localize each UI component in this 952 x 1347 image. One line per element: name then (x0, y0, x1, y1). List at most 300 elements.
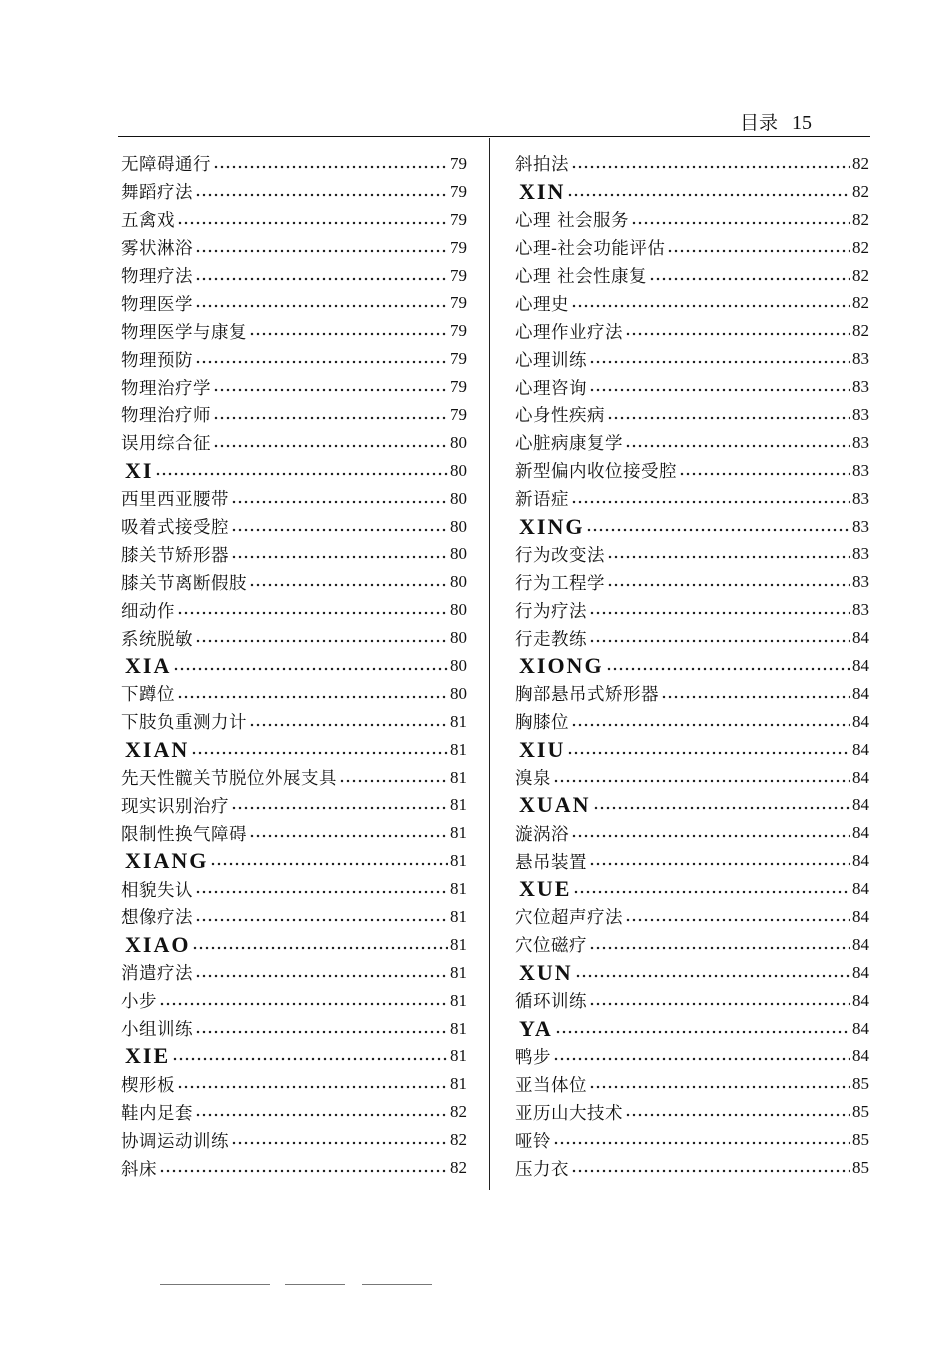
index-entry (515, 708, 869, 736)
entry-page-number: 83 (852, 572, 869, 592)
entry-term: 限制性换气障碍 (121, 824, 247, 845)
entry-page-number: 81 (450, 739, 467, 759)
dot-leader (173, 666, 448, 672)
entry-term: 系统脱敏 (121, 629, 193, 650)
entry-term: 心理咨询 (515, 378, 587, 399)
dot-leader (159, 1168, 448, 1174)
dot-leader (607, 582, 850, 588)
entry-term: 溴泉 (515, 769, 551, 790)
entry-term: 无障碍通行 (121, 155, 211, 176)
dot-leader (210, 861, 448, 867)
entry-term: 舞蹈疗法 (121, 183, 193, 204)
section-label: XIAN (125, 736, 190, 762)
entry-term: 心理 社会服务 (515, 211, 630, 232)
dot-leader (213, 164, 448, 170)
dot-leader (195, 276, 448, 282)
dot-leader (589, 610, 850, 616)
entry-term: 新语症 (515, 490, 569, 511)
entry-page-number: 79 (450, 237, 467, 257)
dot-leader (553, 1056, 850, 1062)
entry-page-number: 79 (450, 265, 467, 285)
entry-term: 雾状淋浴 (121, 239, 193, 260)
entry-term: 亚当体位 (515, 1075, 587, 1096)
dot-leader (249, 331, 448, 337)
index-entry (121, 596, 467, 624)
dot-leader (625, 331, 850, 337)
dot-leader (177, 694, 448, 700)
entry-page-number: 82 (852, 153, 869, 173)
index-entry (515, 819, 869, 847)
index-entry (121, 791, 467, 819)
index-entry (121, 1015, 467, 1043)
dot-leader (573, 889, 850, 895)
dot-leader (589, 359, 850, 365)
entry-term: 鸭步 (515, 1047, 551, 1068)
index-entry (515, 1043, 869, 1071)
entry-page-number: 84 (852, 683, 869, 703)
index-entry (121, 485, 467, 513)
entry-page-number: 79 (450, 404, 467, 424)
entry-page-number: 83 (852, 516, 869, 536)
index-entry (515, 317, 869, 345)
entry-page-number: 82 (852, 237, 869, 257)
dot-leader (177, 220, 448, 226)
index-entry (515, 903, 869, 931)
index-entry (515, 764, 869, 792)
entry-page-number: 79 (450, 321, 467, 341)
entry-term: 循环训练 (515, 992, 587, 1013)
entry-term: 行为改变法 (515, 545, 605, 566)
entry-page-number: 81 (450, 1074, 467, 1094)
dot-leader (631, 220, 850, 226)
index-entry (121, 345, 467, 373)
dot-leader (567, 192, 850, 198)
dot-leader (191, 750, 448, 756)
index-entry (515, 540, 869, 568)
section-heading (515, 875, 869, 903)
index-entry (515, 457, 869, 485)
dot-leader (625, 443, 850, 449)
index-entry (121, 1154, 467, 1182)
entry-page-number: 84 (852, 1046, 869, 1066)
entry-term: 先天性髋关节脱位外展支具 (121, 769, 337, 790)
index-entry (121, 206, 467, 234)
entry-term: 心理史 (515, 294, 569, 315)
index-entry (121, 1098, 467, 1126)
entry-term: 小组训练 (121, 1020, 193, 1041)
entry-page-number: 81 (450, 711, 467, 731)
scan-artifact (160, 1284, 270, 1285)
entry-page-number: 84 (852, 823, 869, 843)
dot-leader (195, 889, 448, 895)
index-entry (515, 931, 869, 959)
section-label: XI (125, 457, 154, 483)
entry-term: 细动作 (121, 601, 175, 622)
dot-leader (667, 248, 850, 254)
dot-leader (589, 861, 850, 867)
entry-page-number: 84 (852, 1018, 869, 1038)
entry-page-number: 85 (852, 1074, 869, 1094)
entry-term: 五禽戏 (121, 211, 175, 232)
index-entry (121, 429, 467, 457)
page-header (740, 108, 812, 135)
index-entry (121, 903, 467, 931)
index-entry (515, 847, 869, 875)
index-entry (515, 485, 869, 513)
section-heading (121, 652, 467, 680)
index-entry (515, 1126, 869, 1154)
entry-page-number: 82 (450, 1158, 467, 1177)
index-entry (121, 150, 467, 178)
entry-term: 压力衣 (515, 1159, 569, 1180)
index-entry (121, 959, 467, 987)
index-entry (515, 206, 869, 234)
entry-term: 物理治疗学 (121, 378, 211, 399)
dot-leader (249, 582, 448, 588)
entry-page-number: 82 (852, 321, 869, 341)
entry-page-number: 85 (852, 1102, 869, 1122)
dot-leader (195, 1112, 448, 1118)
section-heading (121, 847, 467, 875)
entry-page-number: 84 (852, 934, 869, 954)
index-entry (515, 987, 869, 1015)
entry-page-number: 84 (852, 879, 869, 899)
index-entry (121, 317, 467, 345)
entry-term: 物理预防 (121, 350, 193, 371)
dot-leader (679, 471, 850, 477)
dot-leader (571, 722, 850, 728)
section-label: XIN (519, 178, 566, 204)
column-divider (489, 138, 490, 1190)
entry-page-number: 82 (852, 293, 869, 313)
dot-leader (231, 1140, 448, 1146)
entry-page-number: 81 (450, 934, 467, 954)
entry-page-number: 83 (852, 377, 869, 397)
dot-leader (571, 499, 850, 505)
section-heading (515, 178, 869, 206)
section-label: XIONG (519, 652, 604, 678)
dot-leader (172, 1056, 448, 1062)
entry-term: 亚历山大技术 (515, 1103, 623, 1124)
section-label: XIA (125, 652, 172, 678)
entry-term: 行为疗法 (515, 601, 587, 622)
dot-leader (625, 917, 850, 923)
index-entry (121, 568, 467, 596)
entry-term: 胸膝位 (515, 713, 569, 734)
entry-page-number: 83 (852, 460, 869, 480)
section-label: XUN (519, 959, 573, 985)
entry-term: 下蹲位 (121, 685, 175, 706)
entry-page-number: 83 (852, 349, 869, 369)
entry-term: 协调运动训练 (121, 1131, 229, 1152)
index-entry (515, 150, 869, 178)
dot-leader (192, 945, 448, 951)
entry-page-number: 84 (852, 851, 869, 871)
dot-leader (213, 443, 448, 449)
entry-page-number: 85 (852, 1158, 869, 1177)
dot-leader (553, 778, 850, 784)
entry-page-number: 80 (450, 432, 467, 452)
section-heading (515, 1015, 869, 1043)
entry-page-number: 80 (450, 488, 467, 508)
entry-term: 消遣疗法 (121, 964, 193, 985)
entry-term: 吸着式接受腔 (121, 518, 229, 539)
entry-page-number: 83 (852, 404, 869, 424)
entry-term: 膝关节离断假肢 (121, 573, 247, 594)
dot-leader (586, 527, 850, 533)
entry-term: 膝关节矫形器 (121, 545, 229, 566)
dot-leader (213, 415, 448, 421)
section-label: XUAN (519, 792, 591, 818)
index-entry (515, 568, 869, 596)
entry-page-number: 84 (852, 906, 869, 926)
entry-term: 斜拍法 (515, 155, 569, 176)
index-entry (515, 401, 869, 429)
entry-page-number: 81 (450, 851, 467, 871)
dot-leader (155, 471, 448, 477)
index-entry (515, 1154, 869, 1182)
entry-page-number: 82 (450, 1130, 467, 1150)
scan-artifact (285, 1284, 345, 1285)
entry-page-number: 79 (450, 349, 467, 369)
entry-page-number: 80 (450, 628, 467, 648)
section-heading (121, 1043, 467, 1071)
index-entry (121, 540, 467, 568)
index-entry (515, 262, 869, 290)
dot-leader (231, 499, 448, 505)
dot-leader (571, 833, 850, 839)
entry-page-number: 80 (450, 544, 467, 564)
entry-page-number: 81 (450, 795, 467, 815)
index-entry (515, 596, 869, 624)
entry-term: 物理疗法 (121, 267, 193, 287)
entry-page-number: 84 (852, 711, 869, 731)
section-heading (515, 652, 869, 680)
entry-page-number: 79 (450, 209, 467, 229)
entry-term: 相貌失认 (121, 880, 193, 901)
dot-leader (231, 527, 448, 533)
dot-leader (571, 164, 850, 170)
dot-leader (195, 303, 448, 309)
index-column-left (121, 150, 467, 1182)
entry-page-number: 83 (852, 432, 869, 452)
entry-page-number: 81 (450, 1046, 467, 1066)
dot-leader (195, 638, 448, 644)
index-entry (515, 1070, 869, 1098)
dot-leader (195, 973, 448, 979)
index-entry (121, 875, 467, 903)
entry-page-number: 84 (852, 767, 869, 787)
entry-term: 哑铃 (515, 1131, 551, 1152)
entry-term: 心理 社会性康复 (515, 267, 648, 287)
header-title: 目录 (740, 112, 779, 134)
index-entry (515, 373, 869, 401)
index-entry (121, 708, 467, 736)
entry-page-number: 84 (852, 962, 869, 982)
index-entry (121, 819, 467, 847)
index-entry (121, 401, 467, 429)
dot-leader (231, 554, 448, 560)
index-entry (121, 1070, 467, 1098)
entry-page-number: 81 (450, 767, 467, 787)
index-column-right (515, 150, 869, 1182)
dot-leader (213, 387, 448, 393)
index-entry (515, 624, 869, 652)
index-entry (515, 345, 869, 373)
scan-artifact (362, 1284, 432, 1285)
dot-leader (231, 805, 448, 811)
entry-term: 想像疗法 (121, 908, 193, 929)
entry-page-number: 81 (450, 879, 467, 899)
entry-page-number: 80 (450, 655, 467, 675)
entry-term: 穴位磁疗 (515, 936, 587, 957)
dot-leader (589, 638, 850, 644)
section-label: XING (519, 513, 585, 539)
dot-leader (625, 1112, 850, 1118)
entry-page-number: 80 (450, 516, 467, 536)
dot-leader (195, 917, 448, 923)
dot-leader (589, 1084, 850, 1090)
entry-page-number: 80 (450, 683, 467, 703)
dot-leader (339, 778, 448, 784)
index-entry (515, 680, 869, 708)
entry-page-number: 83 (852, 544, 869, 564)
section-label: XIE (125, 1043, 171, 1069)
dot-leader (177, 610, 448, 616)
section-heading (121, 736, 467, 764)
entry-term: 西里西亚腰带 (121, 490, 229, 511)
entry-page-number: 82 (852, 265, 869, 285)
index-entry (121, 262, 467, 290)
entry-page-number: 80 (450, 600, 467, 620)
dot-leader (607, 554, 850, 560)
entry-page-number: 82 (852, 181, 869, 201)
dot-leader (177, 1084, 448, 1090)
dot-leader (589, 1001, 850, 1007)
entry-page-number: 84 (852, 655, 869, 675)
entry-page-number: 81 (450, 1018, 467, 1038)
entry-page-number: 81 (450, 990, 467, 1010)
entry-term: 心理-社会功能评估 (515, 239, 666, 260)
section-label: XIU (519, 736, 566, 762)
dot-leader (593, 805, 850, 811)
entry-term: 物理医学 (121, 294, 193, 315)
entry-page-number: 85 (852, 1130, 869, 1150)
dot-leader (649, 276, 850, 282)
dot-leader (575, 973, 850, 979)
index-entry (515, 1098, 869, 1126)
entry-term: 物理医学与康复 (121, 322, 247, 343)
dot-leader (567, 750, 850, 756)
index-entry (515, 234, 869, 262)
dot-leader (195, 1029, 448, 1035)
page-number: 15 (792, 112, 813, 134)
entry-term: 误用综合征 (121, 434, 211, 455)
section-heading (515, 736, 869, 764)
dot-leader (553, 1140, 850, 1146)
entry-term: 下肢负重测力计 (121, 713, 247, 734)
entry-term: 楔形板 (121, 1075, 175, 1096)
entry-page-number: 84 (852, 990, 869, 1010)
dot-leader (661, 694, 850, 700)
entry-term: 心理训练 (515, 350, 587, 371)
section-heading (121, 457, 467, 485)
entry-page-number: 84 (852, 628, 869, 648)
index-entry (121, 1126, 467, 1154)
index-entry (121, 513, 467, 541)
dot-leader (571, 1168, 850, 1174)
section-heading (515, 959, 869, 987)
section-label: XUE (519, 876, 572, 902)
dot-leader (195, 192, 448, 198)
dot-leader (607, 415, 850, 421)
dot-leader (249, 722, 448, 728)
entry-page-number: 83 (852, 488, 869, 508)
entry-term: 小步 (121, 992, 157, 1013)
entry-page-number: 79 (450, 181, 467, 201)
entry-page-number: 80 (450, 460, 467, 480)
entry-term: 行走教练 (515, 629, 587, 650)
index-entry (515, 289, 869, 317)
entry-term: 悬吊装置 (515, 852, 587, 873)
entry-page-number: 83 (852, 600, 869, 620)
section-label: XIANG (125, 848, 209, 874)
entry-term: 行为工程学 (515, 573, 605, 594)
index-entry (121, 373, 467, 401)
entry-page-number: 82 (450, 1102, 467, 1122)
entry-term: 新型偏内收位接受腔 (515, 462, 677, 483)
dot-leader (571, 303, 850, 309)
entry-page-number: 84 (852, 739, 869, 759)
dot-leader (195, 359, 448, 365)
dot-leader (159, 1001, 448, 1007)
entry-term: 斜床 (121, 1159, 157, 1180)
index-entry (121, 764, 467, 792)
entry-page-number: 79 (450, 153, 467, 173)
entry-page-number: 82 (852, 209, 869, 229)
entry-term: 胸部悬吊式矫形器 (515, 685, 659, 706)
entry-term: 现实识别治疗 (121, 796, 229, 817)
index-entry (121, 680, 467, 708)
entry-page-number: 79 (450, 377, 467, 397)
entry-term: 鞋内足套 (121, 1103, 193, 1124)
header-rule (118, 136, 870, 137)
entry-term: 心脏病康复学 (515, 434, 623, 455)
section-heading (121, 931, 467, 959)
section-label: XIAO (125, 931, 191, 957)
index-entry (121, 624, 467, 652)
section-label: YA (519, 1015, 553, 1041)
index-entry (121, 987, 467, 1015)
index-entry (515, 429, 869, 457)
entry-page-number: 79 (450, 293, 467, 313)
entry-page-number: 81 (450, 906, 467, 926)
entry-term: 心身性疾病 (515, 406, 605, 427)
dot-leader (195, 248, 448, 254)
index-entry (121, 234, 467, 262)
dot-leader (249, 833, 448, 839)
entry-term: 漩涡浴 (515, 824, 569, 845)
entry-term: 物理治疗师 (121, 406, 211, 427)
entry-term: 穴位超声疗法 (515, 908, 623, 929)
dot-leader (606, 666, 850, 672)
entry-page-number: 80 (450, 572, 467, 592)
entry-page-number: 84 (852, 795, 869, 815)
dot-leader (555, 1029, 850, 1035)
section-heading (515, 513, 869, 541)
entry-page-number: 81 (450, 823, 467, 843)
dot-leader (589, 945, 850, 951)
